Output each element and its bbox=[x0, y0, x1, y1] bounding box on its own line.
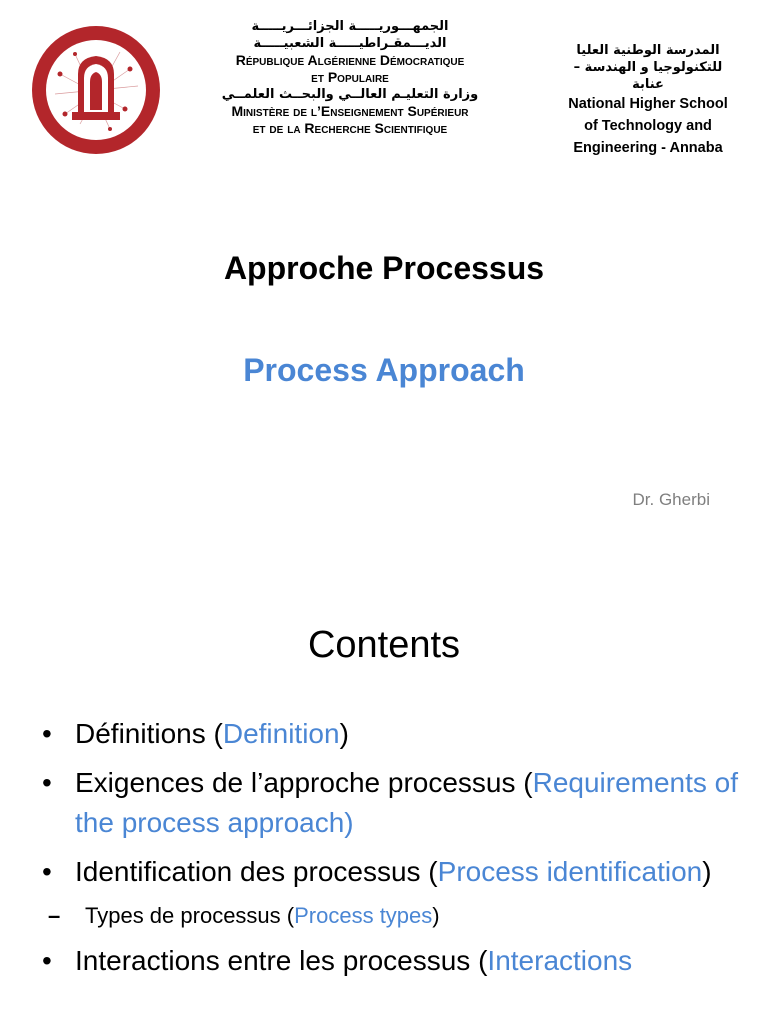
french-republic-line2: et Populaire bbox=[311, 69, 389, 85]
item-en: Process identification bbox=[437, 856, 703, 887]
item-fr: Interactions entre les processus ( bbox=[75, 945, 488, 976]
contents-list bbox=[40, 714, 740, 990]
item-fr: Identification des processus ( bbox=[75, 856, 438, 887]
list-item bbox=[40, 714, 740, 754]
list-item bbox=[40, 941, 740, 981]
item-en: Process types bbox=[294, 903, 433, 928]
item-en: Interactions bbox=[487, 945, 633, 976]
list-item bbox=[40, 763, 740, 843]
title-english: Process Approach bbox=[243, 352, 525, 388]
item-fr: Types de processus ( bbox=[85, 903, 295, 928]
arabic-republic-line2: الديـــمقـراطيـــــة الشعبيـــــة bbox=[253, 36, 447, 51]
school-arabic-line1: المدرسة الوطنية العليا bbox=[576, 43, 720, 58]
arabic-ministry: وزارة التعليـم العالــي والبحــث العلمــي bbox=[221, 87, 479, 102]
school-logo bbox=[30, 24, 162, 156]
item-end: ) bbox=[702, 856, 712, 887]
school-name bbox=[548, 42, 748, 159]
list-item bbox=[40, 852, 740, 892]
arabic-republic-line1: الجمهـــوريـــــة الجزائـــريـــــة bbox=[251, 19, 449, 34]
school-english-line2: of Technology and bbox=[584, 118, 712, 134]
item-en: Definition bbox=[222, 718, 340, 749]
item-end: ) bbox=[339, 718, 349, 749]
school-english-line3: Engineering - Annaba bbox=[573, 140, 723, 156]
french-republic-line1: République Algérienne Démocratique bbox=[235, 52, 465, 68]
sub-list-item bbox=[40, 901, 740, 931]
title-french: Approche Processus bbox=[223, 250, 545, 286]
item-en: Requirements of the process approach) bbox=[75, 767, 739, 838]
contents-slide bbox=[0, 580, 768, 1024]
school-english-line1: National Higher School bbox=[568, 96, 728, 112]
item-fr: Exigences de l’approche processus ( bbox=[75, 767, 533, 798]
item-fr: Définitions ( bbox=[75, 718, 223, 749]
ministry-header bbox=[200, 18, 500, 137]
school-arabic-line3: عنابة bbox=[632, 77, 664, 92]
author: Dr. Gherbi bbox=[632, 490, 710, 509]
school-arabic-line2: للتكنولوجيا و الهندسة – bbox=[573, 60, 723, 75]
item-end: ) bbox=[432, 903, 440, 928]
french-ministry-line2: et de la Recherche Scientifique bbox=[252, 120, 448, 136]
french-ministry-line1: Ministère de l’Enseignement Supérieur bbox=[231, 103, 469, 119]
contents-title: Contents bbox=[307, 624, 461, 666]
